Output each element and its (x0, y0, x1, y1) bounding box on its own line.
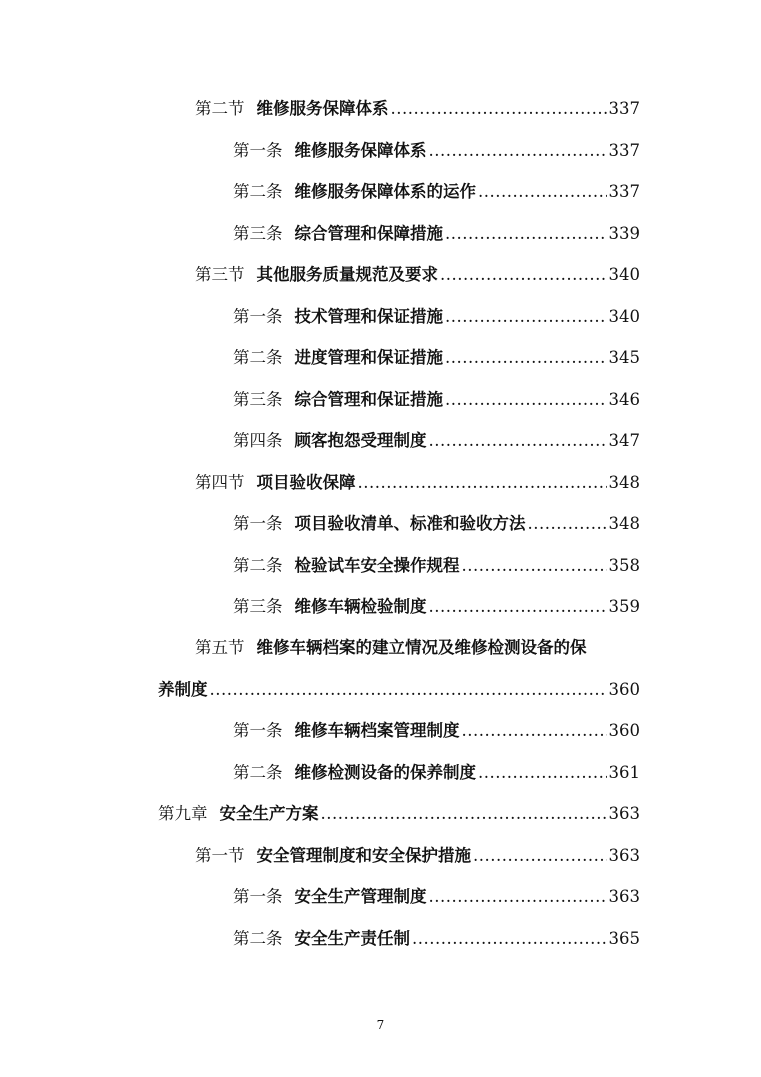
toc-entry-page: 346 (608, 390, 640, 409)
toc-entry-number: 第四条 (233, 431, 283, 450)
toc-leader-dots (429, 139, 607, 163)
toc-entry-page: 360 (608, 680, 640, 699)
toc-entry-page: 340 (608, 265, 640, 284)
toc-entry[interactable] (0, 263, 640, 287)
toc-entry-wrapped-line2[interactable] (0, 678, 640, 702)
toc-entry[interactable] (0, 471, 640, 495)
toc-entry-title-continued: 养制度 (158, 680, 208, 699)
toc-entry-number: 第二节 (195, 99, 245, 118)
toc-entry-number: 第三条 (233, 597, 283, 616)
toc-entry-title: 维修检测设备的保养制度 (294, 763, 476, 782)
toc-leader-dots (429, 885, 607, 909)
toc-leader-dots (478, 180, 607, 204)
toc-entry[interactable] (0, 802, 640, 826)
toc-leader-dots (429, 429, 607, 453)
toc-entry-title: 综合管理和保障措施 (294, 224, 443, 243)
toc-entry[interactable] (0, 305, 640, 329)
toc-entry-title: 进度管理和保证措施 (294, 348, 443, 367)
toc-entry-title: 检验试车安全操作规程 (294, 556, 460, 575)
toc-entry[interactable] (0, 512, 640, 536)
toc-entry-number: 第三条 (233, 390, 283, 409)
toc-entry-title: 维修车辆档案管理制度 (294, 721, 460, 740)
toc-entry-title: 安全生产方案 (219, 804, 319, 823)
toc-entry-number: 第三条 (233, 224, 283, 243)
toc-entry-number: 第二条 (233, 182, 283, 201)
toc-leader-dots (462, 719, 607, 743)
toc-entry[interactable] (0, 554, 640, 578)
toc-leader-dots (210, 678, 607, 702)
toc-entry-page: 339 (608, 224, 640, 243)
toc-entry-title: 综合管理和保证措施 (294, 390, 443, 409)
toc-entry-number: 第一条 (233, 721, 283, 740)
toc-entry-title: 项目验收保障 (256, 473, 356, 492)
toc-entry[interactable] (0, 595, 640, 619)
toc-entry-title: 安全生产责任制 (294, 929, 410, 948)
toc-leader-dots (445, 305, 607, 329)
toc-entry[interactable] (0, 885, 640, 909)
toc-leader-dots (429, 595, 607, 619)
toc-entry-title: 维修车辆档案的建立情况及维修检测设备的保 (256, 638, 587, 657)
toc-entry-title: 技术管理和保证措施 (294, 307, 443, 326)
toc-entry-page: 337 (608, 182, 640, 201)
toc-entry-title: 维修服务保障体系的运作 (294, 182, 476, 201)
toc-leader-dots (478, 761, 607, 785)
toc-entry[interactable] (0, 844, 640, 868)
toc-leader-dots (391, 97, 607, 121)
toc-leader-dots (473, 844, 607, 868)
toc-entry[interactable] (0, 761, 640, 785)
toc-leader-dots (358, 471, 607, 495)
toc-entry-page: 337 (608, 99, 640, 118)
toc-entry[interactable] (0, 97, 640, 121)
toc-entry[interactable] (0, 139, 640, 163)
toc-entry-number: 第五节 (195, 638, 245, 657)
toc-entry-page: 359 (608, 597, 640, 616)
toc-entry-page: 360 (608, 721, 640, 740)
toc-entry-title: 维修车辆检验制度 (294, 597, 427, 616)
toc-entry-title: 维修服务保障体系 (256, 99, 389, 118)
toc-entry[interactable] (0, 429, 640, 453)
toc-leader-dots (528, 512, 607, 536)
toc-entry[interactable] (0, 927, 640, 951)
toc-leader-dots (445, 388, 607, 412)
toc-entry-page: 348 (608, 514, 640, 533)
toc-entry-page: 363 (608, 887, 640, 906)
toc-entry-number: 第一条 (233, 141, 283, 160)
toc-entry-page: 348 (608, 473, 640, 492)
toc-entry-page: 337 (608, 141, 640, 160)
toc-entry-wrapped-line1[interactable] (195, 636, 587, 660)
toc-entry-number: 第四节 (195, 473, 245, 492)
toc-entry-title: 安全管理制度和安全保护措施 (256, 846, 471, 865)
toc-leader-dots (440, 263, 607, 287)
page-number-footer: 7 (376, 1018, 385, 1032)
toc-entry-number: 第二条 (233, 348, 283, 367)
toc-entry-page: 363 (608, 804, 640, 823)
toc-entry[interactable] (0, 180, 640, 204)
toc-leader-dots (445, 222, 607, 246)
toc-entry-title: 项目验收清单、标准和验收方法 (294, 514, 526, 533)
toc-entry-page: 347 (608, 431, 640, 450)
toc-entry-page: 358 (608, 556, 640, 575)
toc-entry-title: 其他服务质量规范及要求 (256, 265, 438, 284)
toc-entry-page: 361 (608, 763, 640, 782)
toc-leader-dots (445, 346, 607, 370)
toc-leader-dots (462, 554, 607, 578)
toc-entry[interactable] (0, 346, 640, 370)
toc-entry-number: 第一条 (233, 514, 283, 533)
toc-leader-dots (412, 927, 607, 951)
toc-entry[interactable] (0, 222, 640, 246)
toc-entry-number: 第一条 (233, 307, 283, 326)
toc-entry-page: 363 (608, 846, 640, 865)
toc-entry-number: 第二条 (233, 929, 283, 948)
toc-entry-number: 第二条 (233, 556, 283, 575)
toc-entry-title: 安全生产管理制度 (294, 887, 427, 906)
toc-entry-page: 365 (608, 929, 640, 948)
toc-entry-page: 345 (608, 348, 640, 367)
toc-entry-number: 第二条 (233, 763, 283, 782)
toc-entry-number: 第九章 (158, 804, 208, 823)
toc-entry[interactable] (0, 388, 640, 412)
toc-entry-title: 维修服务保障体系 (294, 141, 427, 160)
toc-entry-page: 340 (608, 307, 640, 326)
toc-entry-number: 第一节 (195, 846, 245, 865)
toc-entry-number: 第一条 (233, 887, 283, 906)
toc-leader-dots (321, 802, 607, 826)
toc-entry-title: 顾客抱怨受理制度 (294, 431, 427, 450)
toc-entry-number: 第三节 (195, 265, 245, 284)
toc-entry[interactable] (0, 719, 640, 743)
